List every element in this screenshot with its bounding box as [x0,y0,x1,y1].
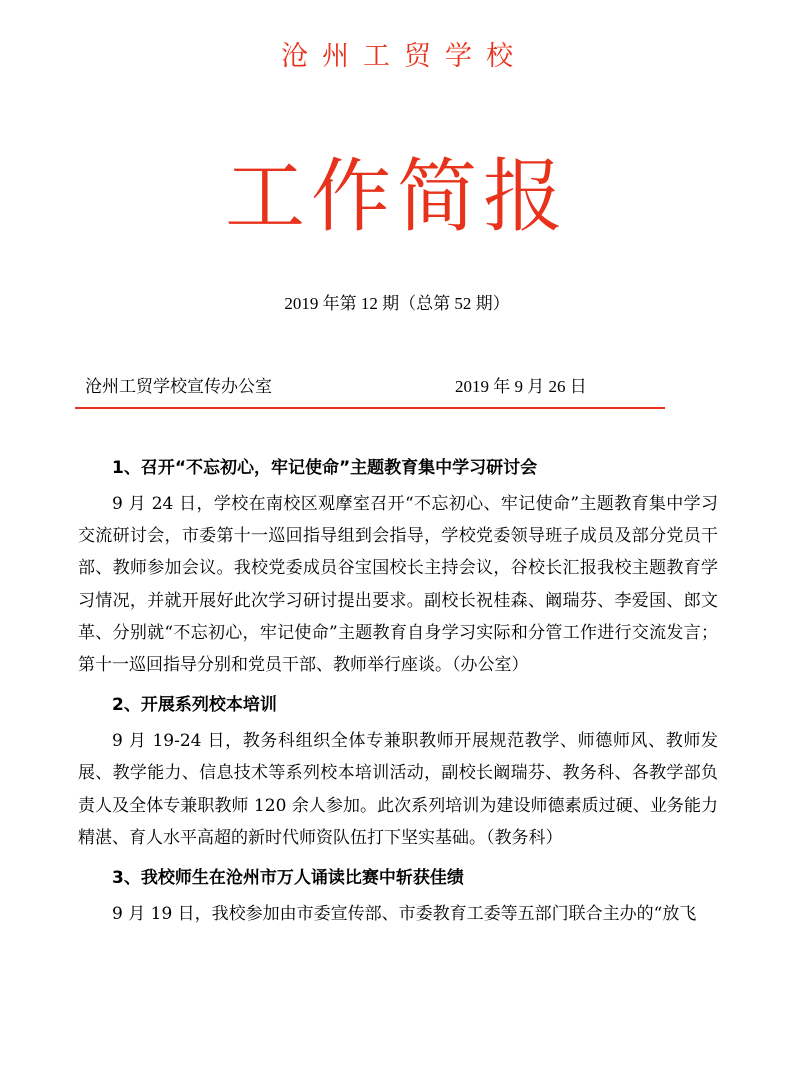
section-2-body: 9 月 19-24 日，教务科组织全体专兼职教师开展规范教学、师德师风、教师发展、教学能力、信息技术等系列校本培训活动，副校长阚瑞芬、教务科、各教学部负责人及全体专兼职教师 120 余人参加。此次系列培训为建设师德素质过硬、业务能力精湛、育人水平高超的新时代师资队伍打下坚实基础。（教务科） [78,731,718,848]
section-1-heading: 1、召开“不忘初心，牢记使命”主题教育集中学习研讨会 [112,458,538,478]
section-2-heading: 2、开展系列校本培训 [112,695,277,716]
section-3-heading: 3、我校师生在沧州市万人诵读比赛中斩获佳绩 [112,868,464,889]
issuing-office: 沧州工贸学校宣传办公室 [85,377,272,396]
document-title: 工作简报 [225,150,569,243]
header-divider [75,407,665,409]
issue-date: 2019 年 9 月 26 日 [455,377,587,396]
section-1-body: 9 月 24 日，学校在南校区观摩室召开“不忘初心、牢记使命”主题教育集中学习交流研讨会，市委第十一巡回指导组到会指导，学校党委领导班子成员及部分党员干部、教师参加会议。我校党委成员谷宝国校长主持会议，谷校长汇报我校主题教育学习情况，并就开展好此次学习研讨提出要求。副校长祝桂森、阚瑞芬、李爱国、郎文革、分别就“不忘初心，牢记使命”主题教育自身学习实际和分管工作进行交流发言；第十一巡回指导分别和党员干部、教师举行座谈。（办公室） [78,494,718,676]
school-name: 沧州工贸学校 [281,41,527,72]
issue-number: 2019 年第 12 期（总第 52 期） [284,294,510,313]
section-3-body: 9 月 19 日，我校参加由市委宣传部、市委教育工委等五部门联合主办的“放飞 [112,904,697,925]
report-body [78,448,718,934]
